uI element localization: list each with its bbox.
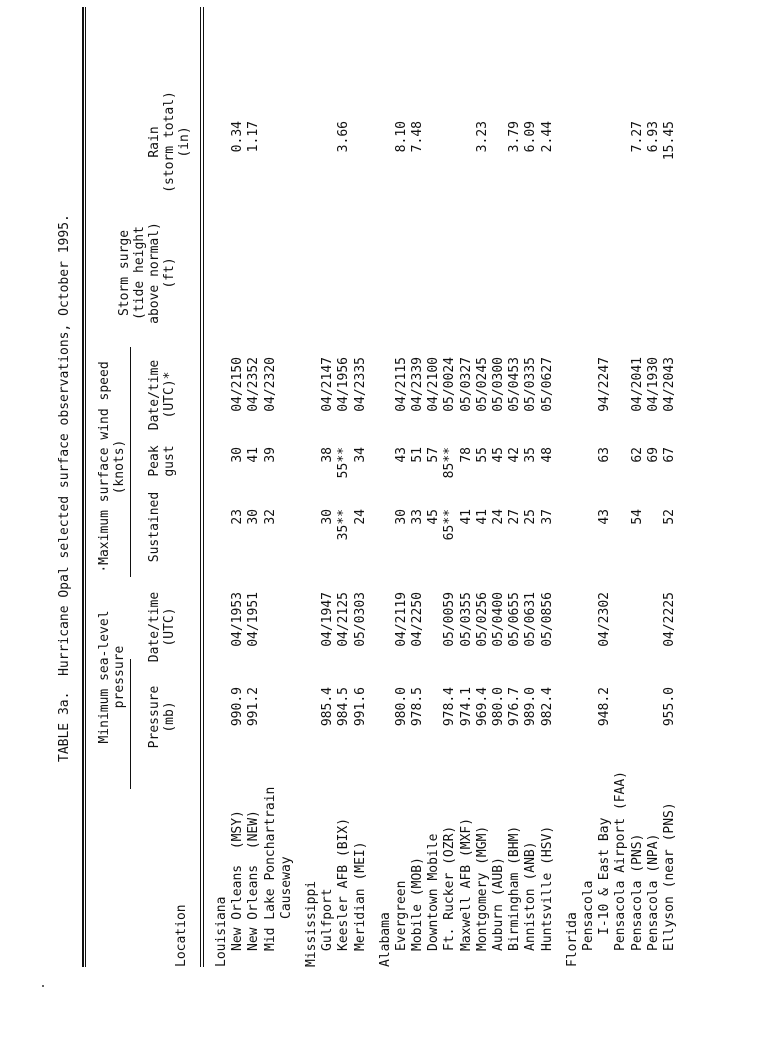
wind-time-cell: 05/0327 — [458, 357, 474, 412]
peak-gust-cell: 34 — [352, 447, 368, 463]
pressure-cell: 982.4 — [539, 687, 555, 727]
stray-mark — [42, 985, 44, 987]
location-cell: Ft. Rucker (OZR) — [442, 825, 458, 951]
rain-cell: 8.10 — [393, 121, 409, 153]
location-cell: Anniston (ANB) — [523, 841, 539, 951]
header-storm-surge-line: (ft) — [162, 257, 177, 289]
peak-gust-cell: 78 — [458, 447, 474, 463]
wind-time-cell: 05/0627 — [539, 357, 555, 412]
wind-time-cell: 04/2150 — [230, 357, 246, 412]
wind-group-rule — [130, 347, 131, 577]
peak-gust-cell: 63 — [597, 447, 613, 463]
pressure-time-cell: 04/1951 — [246, 592, 262, 647]
sustained-cell: 30 — [320, 509, 336, 525]
pressure-time-cell: 04/2250 — [410, 592, 426, 647]
rain-cell: 3.23 — [474, 121, 490, 153]
wind-time-cell: 04/2339 — [410, 357, 426, 412]
header-pressure-time-line: (UTC) — [162, 607, 177, 647]
peak-gust-cell: 35 — [523, 447, 539, 463]
sustained-cell: 52 — [661, 509, 677, 525]
sustained-cell: 32 — [262, 509, 278, 525]
rain-cell: 3.79 — [507, 121, 523, 153]
pressure-time-cell: 04/1947 — [320, 592, 336, 647]
pressure-cell: 991.2 — [246, 687, 262, 727]
header-rule — [200, 7, 201, 967]
peak-gust-cell: 39 — [262, 447, 278, 463]
header-rain-line: (storm total) — [162, 91, 177, 193]
rain-cell: 15.45 — [661, 121, 677, 161]
rain-cell: 6.09 — [523, 121, 539, 153]
location-cell: Pensacola (NPA) — [645, 833, 661, 951]
header-pressure-group-line: pressure — [112, 645, 127, 709]
header-sustained-line: Sustained — [147, 491, 162, 563]
header-rain-line: (in) — [177, 126, 192, 158]
pressure-cell: 976.7 — [507, 687, 523, 727]
pressure-cell: 948.2 — [597, 687, 613, 727]
wind-time-cell: 94/2247 — [597, 357, 613, 412]
pressure-cell: 989.0 — [523, 687, 539, 727]
wind-time-cell: 04/1956 — [336, 357, 352, 412]
pressure-time-cell: 05/0856 — [539, 592, 555, 647]
wind-time-cell: 05/0245 — [474, 357, 490, 412]
wind-time-cell: 04/2043 — [661, 357, 677, 412]
wind-time-cell: 04/2115 — [393, 357, 409, 412]
header-storm-surge-line: above normal) — [147, 222, 162, 324]
top-rule-double — [85, 7, 86, 967]
pressure-cell: 985.4 — [320, 687, 336, 727]
location-cell: Auburn (AUB) — [491, 857, 507, 951]
location-cell: Pensacola (PNS) — [629, 833, 645, 951]
sustained-cell: 33 — [410, 509, 426, 525]
pressure-cell: 980.0 — [491, 687, 507, 727]
pressure-cell: 980.0 — [393, 687, 409, 727]
peak-gust-cell: 42 — [507, 447, 523, 463]
peak-gust-cell: 45 — [491, 447, 507, 463]
top-rule — [82, 7, 84, 967]
state-heading: Florida — [564, 912, 580, 967]
sustained-cell: 23 — [230, 509, 246, 525]
header-pressure-mb-line: (mb) — [162, 701, 177, 733]
peak-gust-cell: 41 — [246, 447, 262, 463]
location-cell: Causeway — [278, 856, 294, 919]
location-cell: Mid Lake Ponchartrain — [262, 786, 278, 951]
wind-time-cell: 05/0024 — [442, 357, 458, 412]
location-cell: Gulfport — [320, 888, 336, 951]
pressure-cell: 974.1 — [458, 687, 474, 727]
wind-time-cell: 04/2100 — [426, 357, 442, 412]
peak-gust-cell: 57 — [426, 447, 442, 463]
sustained-cell: 27 — [507, 509, 523, 525]
header-pressure-mb-line: Pressure — [147, 685, 162, 749]
sustained-cell: 54 — [629, 509, 645, 525]
location-cell: Meridian (MEI) — [352, 841, 368, 951]
location-cell: New Orleans (NEW) — [246, 810, 262, 951]
pressure-cell: 955.0 — [661, 687, 677, 727]
sustained-cell: 41 — [458, 509, 474, 525]
location-cell: I-10 & East Bay — [597, 817, 613, 935]
pressure-time-cell: 04/1953 — [230, 592, 246, 647]
pressure-group-rule — [130, 659, 131, 789]
rain-cell: 6.93 — [645, 121, 661, 153]
pressure-cell: 984.5 — [336, 687, 352, 727]
rain-cell: 0.34 — [230, 121, 246, 153]
pressure-time-cell: 05/0256 — [474, 592, 490, 647]
pressure-cell: 990.9 — [230, 687, 246, 727]
sustained-cell: 24 — [352, 509, 368, 525]
rain-cell: 2.44 — [539, 121, 555, 153]
pressure-cell: 978.5 — [410, 687, 426, 727]
rain-cell: 7.48 — [410, 121, 426, 153]
location-cell: Mobile (MOB) — [410, 857, 426, 951]
wind-time-cell: 05/0453 — [507, 357, 523, 412]
rain-cell: 7.27 — [629, 121, 645, 153]
peak-gust-cell: 85** — [442, 447, 458, 479]
state-heading: Louisiana — [214, 896, 229, 967]
pressure-time-cell: 05/0355 — [458, 592, 474, 647]
pressure-time-cell: 04/2125 — [336, 592, 352, 647]
location-cell: Pensacola — [580, 880, 596, 951]
wind-time-cell: 05/0300 — [491, 357, 507, 412]
location-cell: Maxwell AFB (MXF) — [458, 817, 474, 951]
header-storm-surge-line: Storm surge — [117, 229, 132, 317]
wind-time-cell: 04/2147 — [320, 357, 336, 412]
header-wind-time-line: (UTC)* — [162, 371, 177, 419]
peak-gust-cell: 38 — [320, 447, 336, 463]
header-peak-gust-line: gust — [162, 445, 177, 477]
sustained-cell: 45 — [426, 509, 442, 525]
pressure-time-cell: 04/2302 — [597, 592, 613, 647]
peak-gust-cell: 55** — [336, 447, 352, 479]
peak-gust-cell: 55 — [474, 447, 490, 463]
location-cell: New Orleans (MSY) — [230, 810, 246, 951]
peak-gust-cell: 43 — [393, 447, 409, 463]
pressure-time-cell: 04/2119 — [393, 592, 409, 647]
pressure-cell: 969.4 — [474, 687, 490, 727]
pressure-time-cell: 05/0400 — [491, 592, 507, 647]
pressure-cell: 991.6 — [352, 687, 368, 727]
state-heading: Alabama — [377, 912, 393, 967]
sustained-cell: 65** — [442, 509, 458, 541]
pressure-cell: 978.4 — [442, 687, 458, 727]
peak-gust-cell: 51 — [410, 447, 426, 463]
wind-time-cell: 04/2320 — [262, 357, 278, 412]
wind-time-cell: 04/2335 — [352, 357, 368, 412]
state-heading: Mississippi — [303, 880, 319, 967]
sustained-cell: 30 — [246, 509, 262, 525]
header-wind-group-line: (knots) — [112, 439, 127, 495]
location-cell: Downtown Mobile — [426, 833, 442, 951]
sustained-cell: 37 — [539, 509, 555, 525]
location-cell: Ellyson (near (PNS) — [661, 802, 677, 951]
header-rule-double — [203, 7, 204, 967]
location-cell: Evergreen — [393, 880, 409, 951]
peak-gust-cell: 62 — [629, 447, 645, 463]
pressure-time-cell: 05/0059 — [442, 592, 458, 647]
wind-time-cell: 04/1930 — [645, 357, 661, 412]
peak-gust-cell: 69 — [645, 447, 661, 463]
rain-cell: 3.66 — [336, 121, 352, 153]
location-cell: Keesler AFB (BIX) — [336, 817, 352, 951]
pressure-time-cell: 05/0655 — [507, 592, 523, 647]
sustained-cell: 25 — [523, 509, 539, 525]
pressure-time-cell: 05/0631 — [523, 592, 539, 647]
header-rain-line: Rain — [147, 126, 162, 158]
wind-time-cell: 05/0335 — [523, 357, 539, 412]
table-title: TABLE 3a. Hurricane Opal selected surface observations, October 1995. — [57, 214, 72, 762]
location-cell: Birmingham (BHM) — [507, 825, 523, 951]
header-wind-time-line: Date/time — [147, 359, 162, 431]
header-peak-gust-line: Peak — [147, 445, 162, 477]
location-cell: Pensacola Airport (FAA) — [613, 770, 629, 951]
header-storm-surge-line: (tide height — [132, 226, 147, 320]
location-cell: Huntsville (HSV) — [539, 825, 555, 951]
sustained-cell: 43 — [597, 509, 613, 525]
sustained-cell: 30 — [393, 509, 409, 525]
sustained-cell: 24 — [491, 509, 507, 525]
wind-time-cell: 04/2041 — [629, 357, 645, 412]
pressure-time-cell: 04/2225 — [661, 592, 677, 647]
sustained-cell: 35** — [336, 509, 352, 541]
location-cell: Montgomery (MGM) — [474, 825, 490, 951]
header-pressure-time-line: Date/time — [147, 591, 162, 663]
peak-gust-cell: 48 — [539, 447, 555, 463]
rain-cell: 1.17 — [246, 121, 262, 153]
header-pressure-group-line: Minimum sea-level — [97, 610, 112, 744]
wind-time-cell: 04/2352 — [246, 357, 262, 412]
pressure-time-cell: 05/0303 — [352, 592, 368, 647]
header-wind-group-line: ·Maximum surface wind speed — [97, 361, 112, 573]
header-location: Location — [174, 904, 189, 967]
peak-gust-cell: 67 — [661, 447, 677, 463]
peak-gust-cell: 30 — [230, 447, 246, 463]
sustained-cell: 41 — [474, 509, 490, 525]
